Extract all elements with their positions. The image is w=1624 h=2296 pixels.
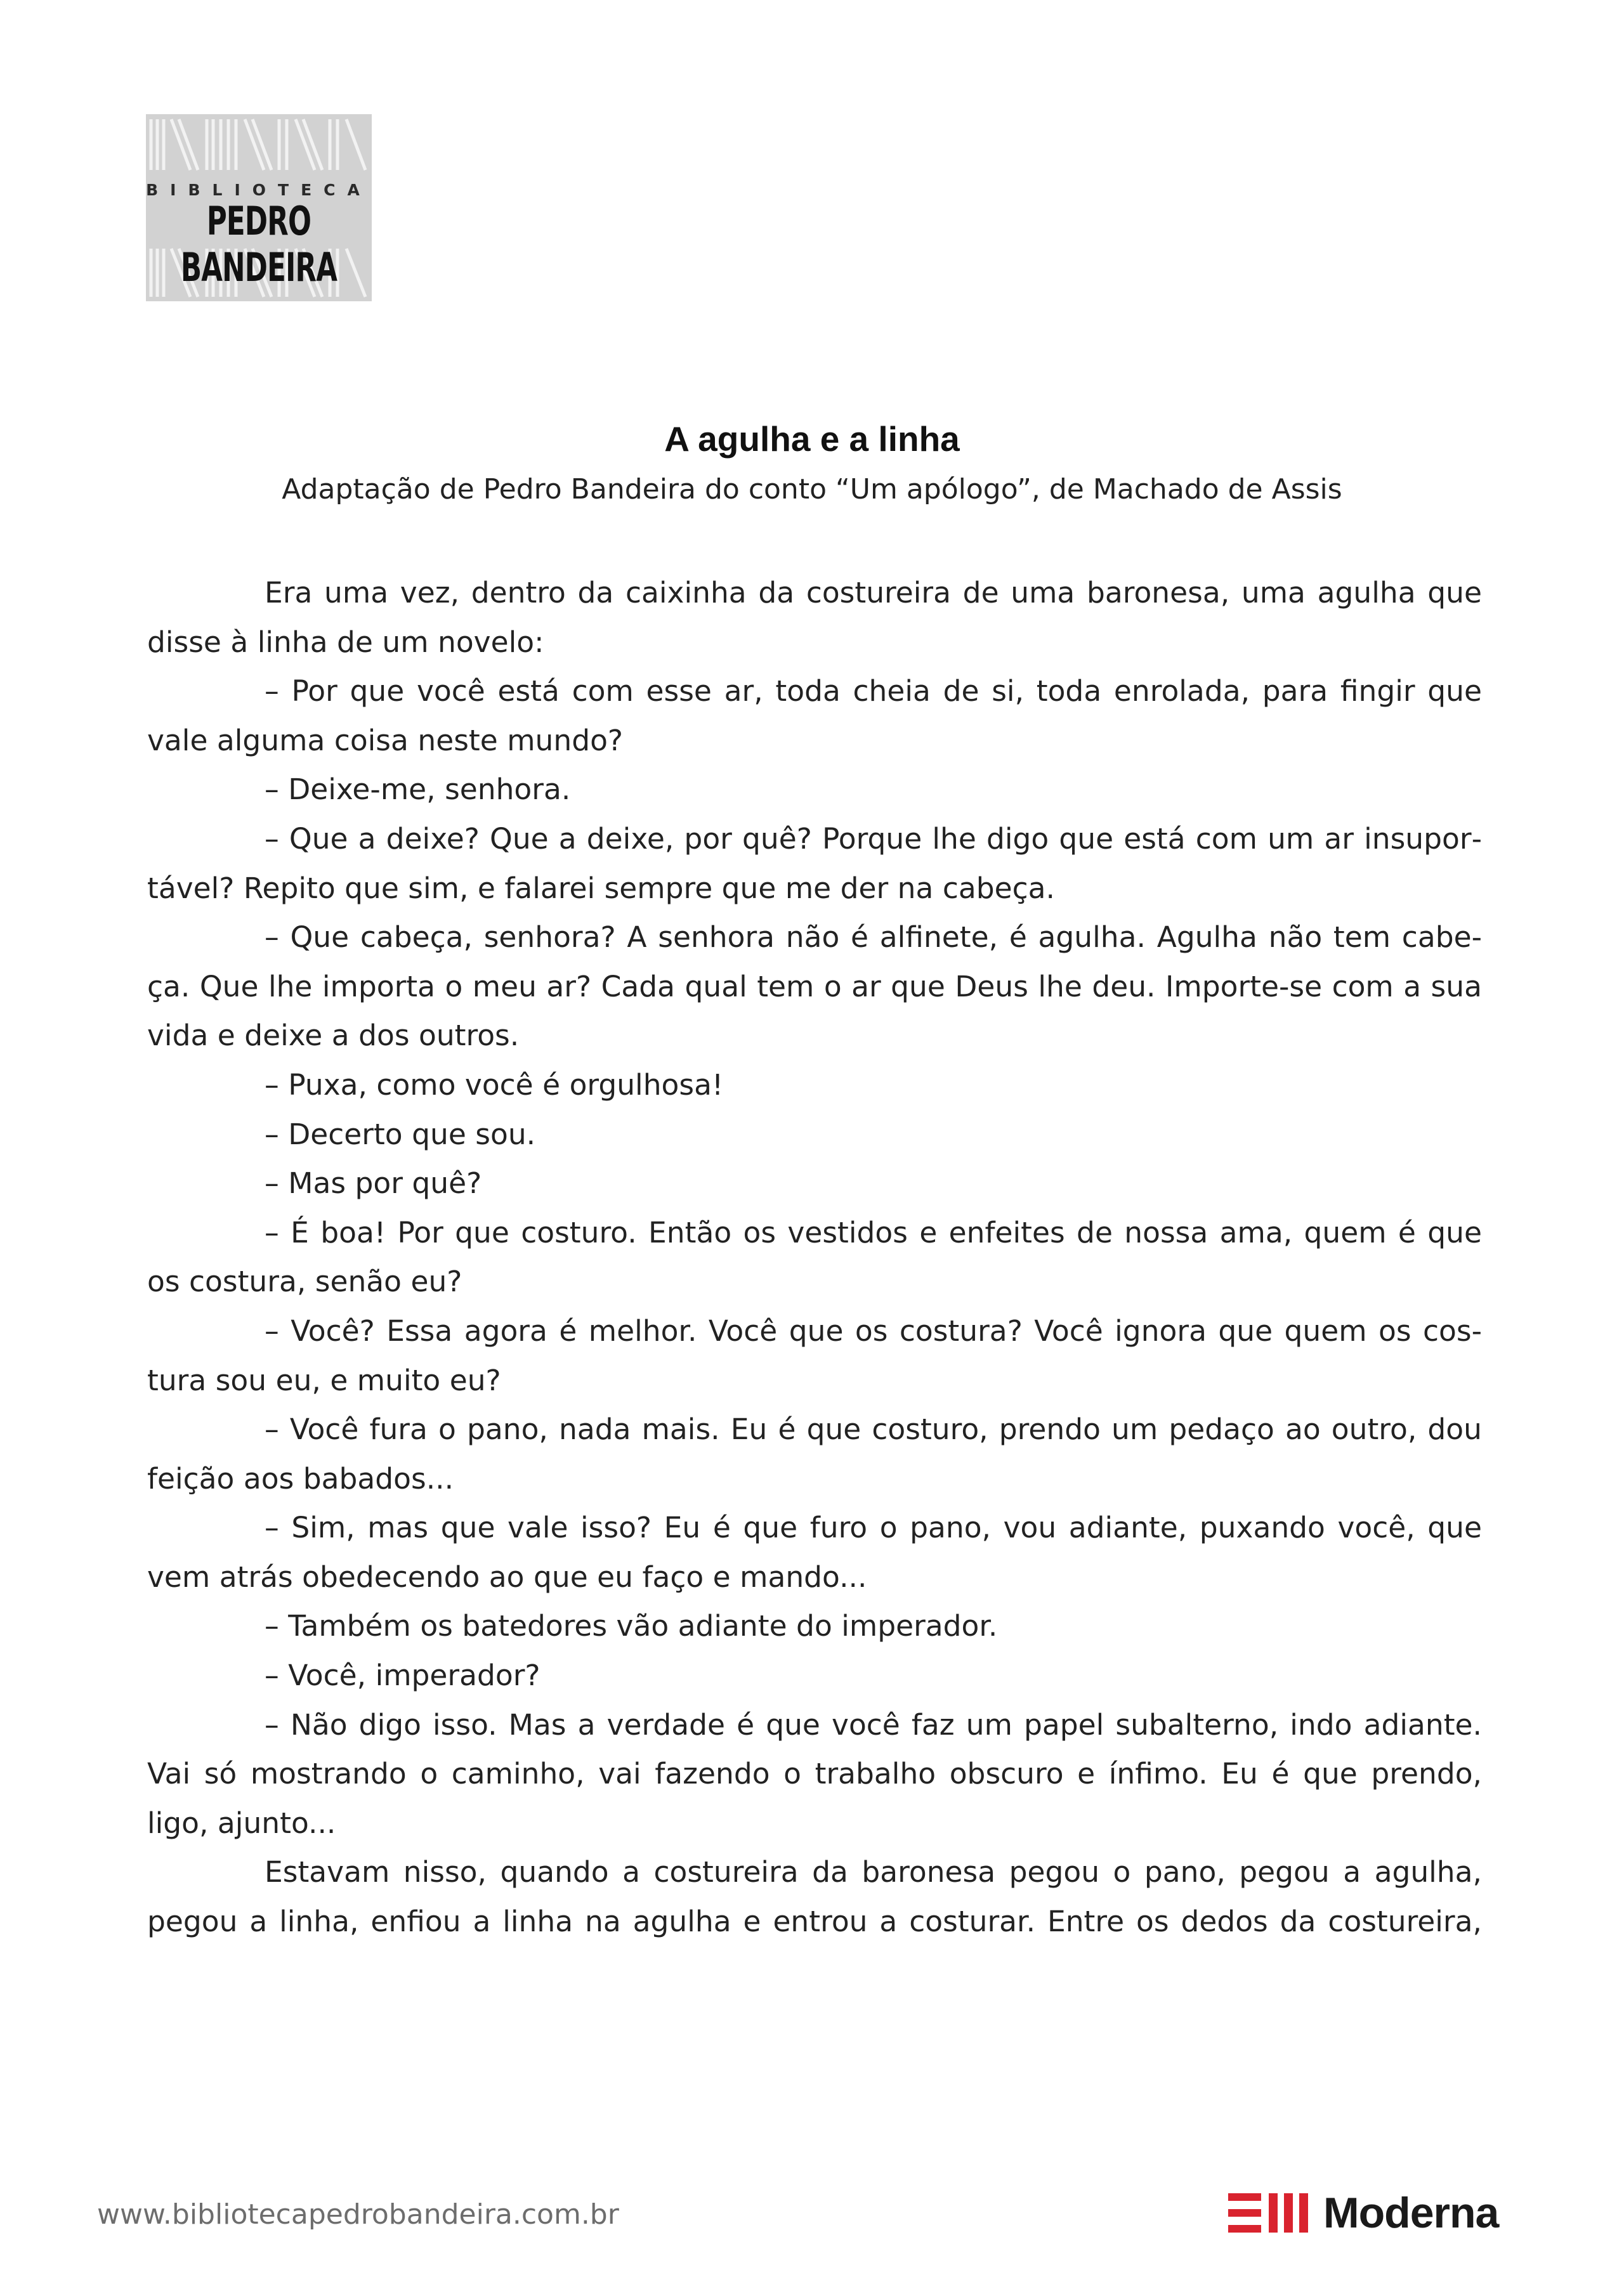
paragraph: – Você? Essa agora é melhor. Você que os costura? Você ignora que quem os costura sou eu, e muito eu? bbox=[147, 1314, 1482, 1397]
paragraph: – Não digo isso. Mas a verdade é que você faz um papel subalterno, indo adiante. Vai só mostrando o caminho, vai fazendo o trabalho obscuro e ínfimo. Eu é que prendo, ligo, ajunto... bbox=[147, 1707, 1482, 1840]
story-text bbox=[147, 568, 1482, 1947]
paragraph: – Você fura o pano, nada mais. Eu é que costuro, prendo um pedaço ao outro, dou feição aos babados... bbox=[147, 1412, 1482, 1496]
paragraph: Era uma vez, dentro da caixinha da costureira de uma baronesa, uma agulha que disse à linha de um novelo: bbox=[147, 576, 1482, 659]
paragraph: – Você, imperador? bbox=[265, 1659, 540, 1693]
paragraph: – Puxa, como você é orgulhosa! bbox=[265, 1067, 724, 1102]
paragraph: – Mas por quê? bbox=[265, 1166, 482, 1201]
paragraph: – Também os batedores vão adiante do imperador. bbox=[265, 1609, 998, 1643]
paragraph: – Sim, mas que vale isso? Eu é que furo o pano, vou adiante, puxando você, que vem atrás obedecendo ao que eu faço e mando... bbox=[147, 1511, 1482, 1594]
brand-name: Moderna bbox=[1323, 2189, 1499, 2237]
footer-url: www.bibliotecapedrobandeira.com.br bbox=[97, 2198, 619, 2231]
biblioteca-logo bbox=[146, 114, 372, 301]
paragraph: Estavam nisso, quando a costureira da baronesa pegou o pano, pegou a agulha, pegou a linha, enfiou a linha na agulha e entrou a costurar. Entre os dedos da costureira, bbox=[147, 1855, 1482, 1939]
paragraph: – Decerto que sou. bbox=[265, 1117, 536, 1151]
logo-main-word: PEDRO BANDEIRA bbox=[180, 198, 337, 290]
moderna-logo-icon bbox=[1228, 2193, 1311, 2233]
moderna-brand bbox=[1228, 2188, 1533, 2239]
logo-top-word: BIBLIOTECA bbox=[146, 181, 372, 199]
page-title: A agulha e a linha bbox=[664, 419, 960, 459]
paragraph: – Por que você está com esse ar, toda cheia de si, toda enrolada, para fingir que vale alguma coisa neste mundo? bbox=[147, 674, 1482, 757]
paragraph: – Que a deixe? Que a deixe, por quê? Porque lhe digo que está com um ar insuportável? Repito que sim, e falarei sempre que me der na cabeça. bbox=[147, 821, 1482, 905]
paragraph: – É boa! Por que costuro. Então os vestidos e enfeites de nossa ama, quem é que os costura, senão eu? bbox=[147, 1215, 1482, 1299]
page-subtitle: Adaptação de Pedro Bandeira do conto “Um apólogo”, de Machado de Assis bbox=[282, 473, 1342, 506]
paragraph: – Que cabeça, senhora? A senhora não é alfinete, é agulha. Agulha não tem cabeça. Que lhe importa o meu ar? Cada qual tem o ar que Deus lhe deu. Importe-se com a sua vida e deixe a dos outros. bbox=[147, 920, 1482, 1053]
paragraph: – Deixe-me, senhora. bbox=[265, 773, 571, 807]
